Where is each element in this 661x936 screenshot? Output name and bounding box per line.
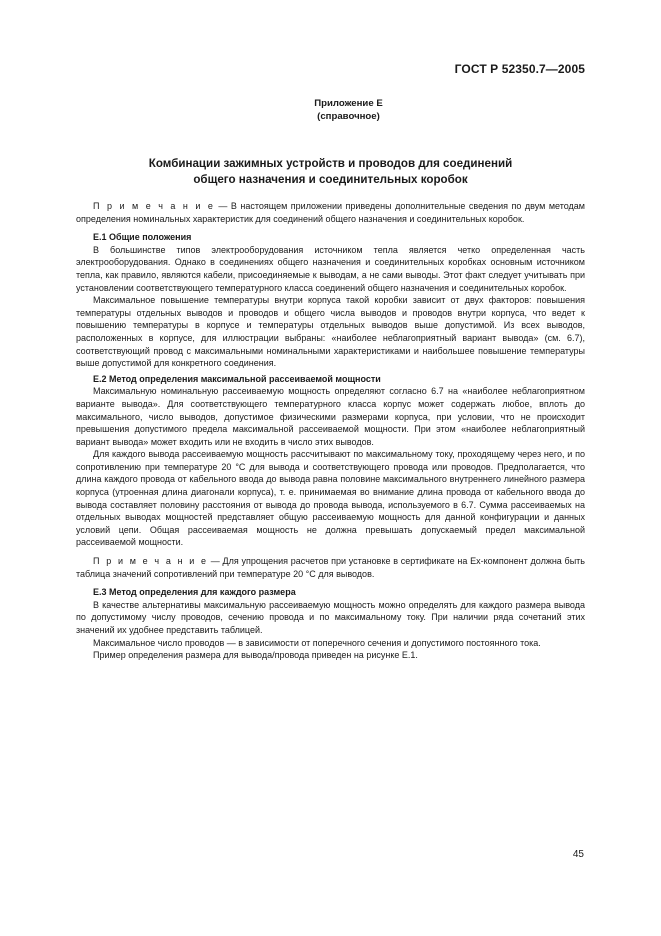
paragraph: Для каждого вывода рассеиваемую мощность рассчитывают по максимальному току, проходящему через него, и по сопротивлению при температуре 20 °С для вывода и соответствующего провода или проводов. Предполагается, что длина каждого провода от кабельного ввода до вывода равна половине максимального внутреннего линейного размера корпуса (утроенная длина диагонали корпуса), т. е. принимаемая во внимание длина провода от кабельного ввода до вывода составляет половину расстояния от вывода до провода вывода, используемого в 6.7. Сумма рассеиваемых на отдельных выводах мощностей представляет общую рассеиваемую мощность для данной конфигурации и данных условий цепи. Общая рассеиваемая мощность не должна превышать допускаемый предел максимальной рассеиваемой мощности. [76,449,585,548]
paragraph: Максимальную номинальную рассеиваемую мощность определяют согласно 6.7 на «наиболее неблагоприятном варианте вывода». Для соответствующего температурного класса корпус может содержать любое, вплоть до максимального, число выводов, допустимое физическими размерами корпуса, при условии, что не происходит превышения допустимого предела максимальной рассеиваемой мощности. При этом «наиболее неблагоприятный вариант вывода» может входить или не входить в число этих выводов. [76,386,585,447]
paragraph: В большинстве типов электрооборудования источником тепла является четко определенная часть электрооборудования. Однако в соединениях общего назначения и соединительных коробках основным источником тепла, как правило, являются кабели, присоединяемые к выводам, а не сами выводы. Этот факт следует учитывать при установлении соответствующего температурного класса соединений общего назначения и соединительных коробок. [76,244,585,293]
paragraph: Максимальное число проводов — в зависимости от поперечного сечения и допустимого постоянного тока. [93,637,541,648]
paragraph: Максимальное повышение температуры внутри корпуса такой коробки зависит от двух факторов: повышения температуры отдельных выводов и проводов и общего числа выводов и проводов внутри корпуса, что ведет к повышению температуры в корпусе и температуры отдельных выводов выше допустимой. Из всех выводов, расположенных в корпусе, для иллюстрации выбраны: «наиболее неблагоприятный вариант вывода» (см. 6.7), соответствующий провод с максимальными номинальными характеристиками и наибольшее повышение температуры выше допустимой для конкретного соединения. [76,295,585,369]
note-label: П р и м е ч а н и е [93,201,215,211]
page-number: 45 [572,849,584,860]
page-title [76,156,585,188]
note-paragraph [76,555,585,580]
document-body [76,200,585,662]
section-heading-e1: Е.1 Общие положения [93,232,192,243]
note-text: — В настоящем приложении приведены дополнительные сведения по двум методам определения номинальных характеристик для соединений общего назначения и соединительных коробок. [76,201,585,224]
appendix-type: (справочное) [317,111,380,122]
title-line-2: общего назначения и соединительных коробок [193,173,468,186]
note-paragraph [76,200,585,225]
paragraph: В качестве альтернативы максимальную рассеиваемую мощность можно определять для каждого размера вывода по допустимому числу проводов, сечению провода и по максимальному току. При наличии ряда сочетаний этих значений их удобнее представить таблицей. [76,599,585,635]
paragraph: Пример определения размера для вывода/провода приведен на рисунке Е.1. [93,650,418,661]
note-label: П р и м е ч а н и е [93,556,209,567]
standard-header: ГОСТ Р 52350.7—2005 [454,62,585,76]
appendix-label: Приложение Е [314,98,383,109]
note-text: — Для упрощения расчетов при установке в сертификате на Ех-компонент должна быть таблица значений сопротивлений при температуре 20 °С для выводов. [76,556,585,579]
title-line-1: Комбинации зажимных устройств и проводов для соединений [148,157,513,170]
section-heading-e3: Е.3 Метод определения для каждого размера [93,587,296,598]
section-heading-e2: Е.2 Метод определения максимальной рассеиваемой мощности [93,373,381,384]
appendix-heading [0,97,661,123]
